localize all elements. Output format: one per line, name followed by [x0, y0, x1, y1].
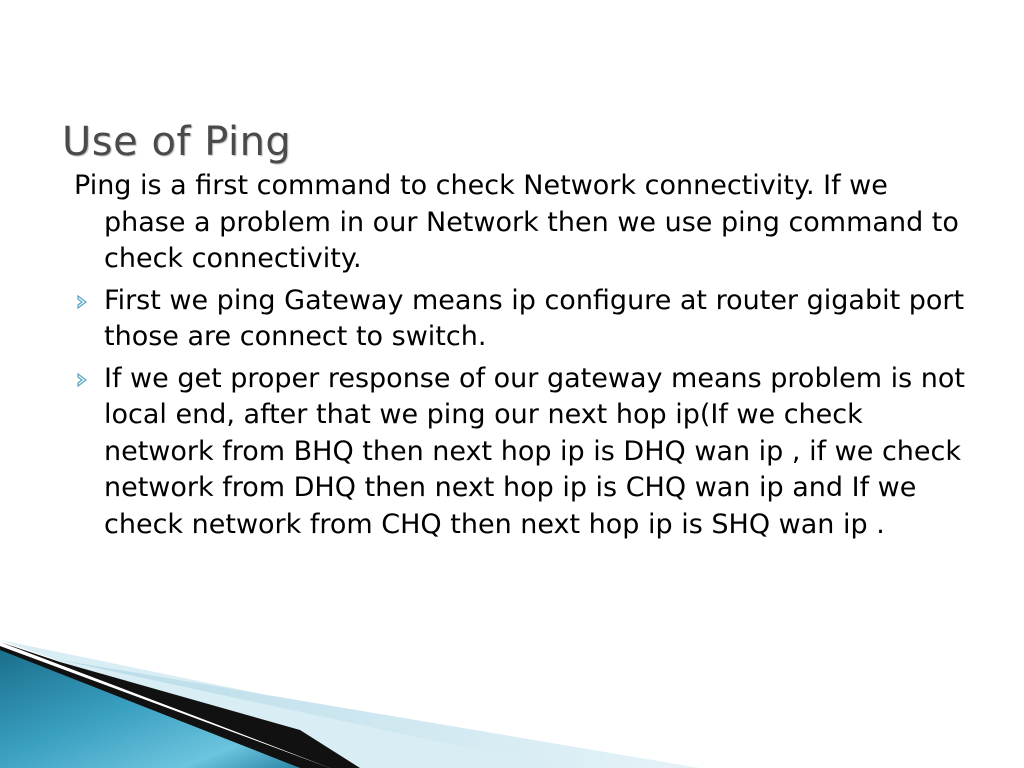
bullet-text-2: If we get proper response of our gateway means problem is not local end, after that we ping our next hop ip(If we check network from BHQ then next hop ip is DHQ wan ip , if we check network from DHQ then next hop ip is CHQ wan ip and If we check network from CHQ then next hop ip is SHQ wan ip .: [104, 362, 965, 540]
decorative-swoosh: [0, 600, 1024, 768]
bullet-item-2: [74, 361, 974, 544]
arrow-bullet-icon: [76, 373, 88, 387]
arrow-bullet-icon: [76, 295, 88, 309]
slide-title: Use of Ping: [62, 119, 292, 165]
slide-body: [74, 168, 974, 548]
intro-paragraph: Ping is a first command to check Network connectivity. If we phase a problem in our Network then we use ping command to check connectivity.: [74, 170, 959, 274]
bullet-text-1: First we ping Gateway means ip configure at router gigabit port those are connect to switch.: [104, 284, 965, 352]
bullet-item-1: [74, 283, 974, 356]
